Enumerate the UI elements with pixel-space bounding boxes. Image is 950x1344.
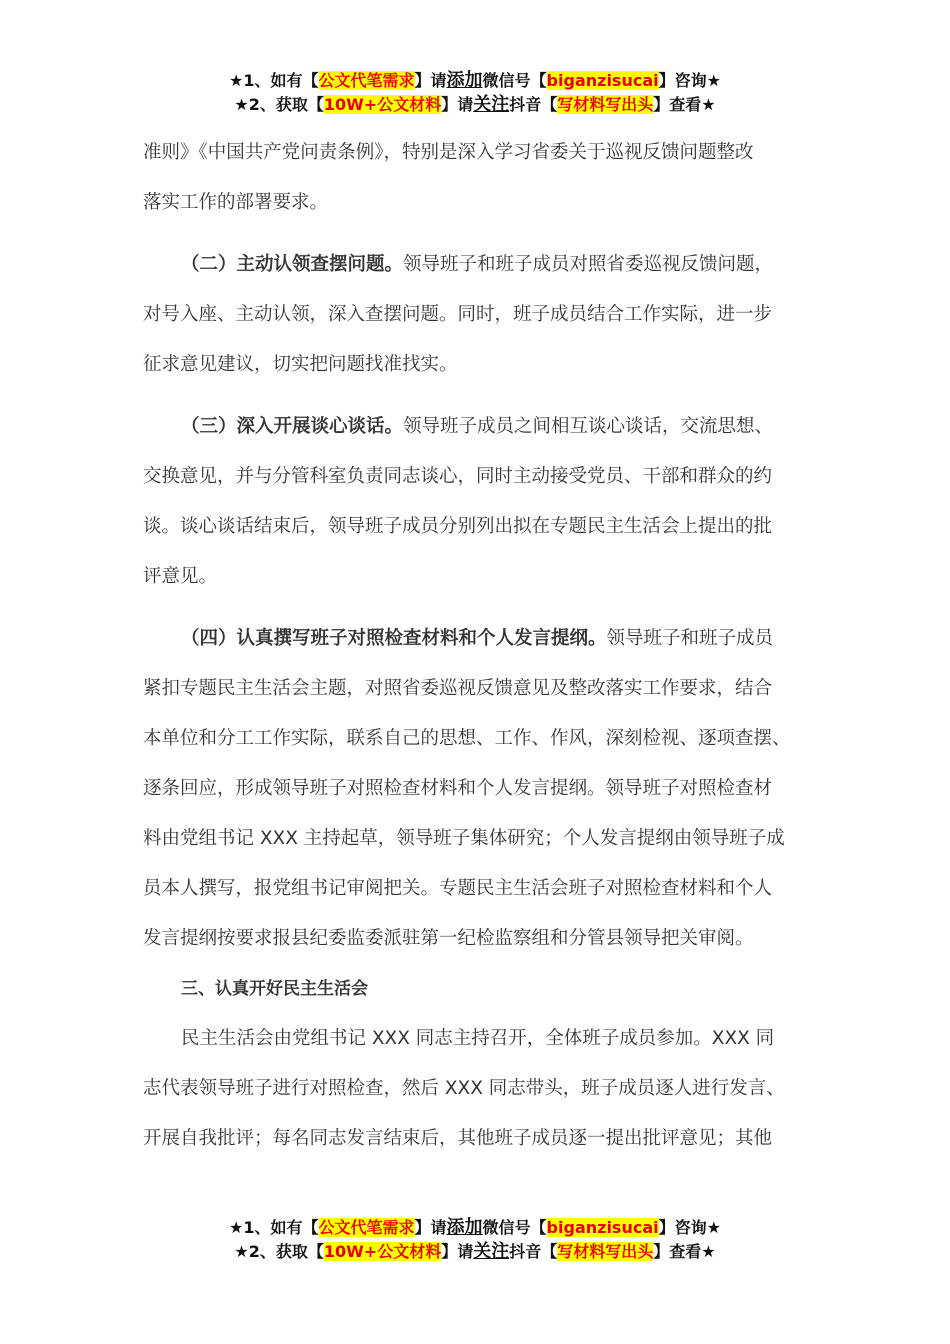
text-line: 料由党组书记 XXX 主持起草，领导班子集体研究；个人发言提纲由领导班子成 xyxy=(143,828,785,849)
banner-text: 抖音【 xyxy=(509,95,558,114)
banner-text: 抖音【 xyxy=(509,1242,558,1261)
text-line: 紧扣专题民主生活会主题，对照省委巡视反馈意见及整改落实工作要求，结合 xyxy=(143,678,773,699)
banner-text: 微信号【 xyxy=(482,71,547,90)
text-line: 民主生活会由党组书记 XXX 同志主持召开，全体班子成员参加。XXX 同 xyxy=(181,1028,775,1049)
paragraph-heading: （二）主动认领查摆问题。 xyxy=(181,254,404,275)
banner-douyin-id: 写材料写出头 xyxy=(557,1242,654,1261)
banner-text: ★2、获取【 xyxy=(234,95,324,114)
banner-highlight: 10W+公文材料 xyxy=(323,1242,442,1261)
section-heading: 三、认真开好民主生活会 xyxy=(181,979,368,999)
paragraph-5 xyxy=(143,1014,818,1164)
banner-line-1 xyxy=(0,69,950,93)
banner-text: 】查看★ xyxy=(653,1242,716,1261)
banner-line-2 xyxy=(0,93,950,117)
text-line xyxy=(143,614,818,664)
banner-text: ★2、获取【 xyxy=(234,1242,324,1261)
text-span: 领导班子成员之间相互谈心谈话，交流思想、 xyxy=(403,416,774,437)
text-line: 本单位和分工工作实际，联系自己的思想、工作、作风，深刻检视、逐项查摆、 xyxy=(143,728,791,749)
text-line: 征求意见建议，切实把问题找准找实。 xyxy=(143,354,458,375)
banner-text: ★1、如有【 xyxy=(229,71,319,90)
banner-text: 微信号【 xyxy=(482,1218,547,1237)
banner-text: 】查看★ xyxy=(653,95,716,114)
text-line: 评意见。 xyxy=(143,566,218,587)
paragraph-4 xyxy=(143,614,818,964)
text-line: 员本人撰写，报党组书记审阅把关。专题民主生活会班子对照检查材料和个人 xyxy=(143,878,773,899)
banner-highlight: 公文代笔需求 xyxy=(318,71,415,90)
banner-line-2 xyxy=(0,1240,950,1264)
banner-highlight: 公文代笔需求 xyxy=(318,1218,415,1237)
text-line: 志代表领导班子进行对照检查，然后 XXX 同志带头，班子成员逐人进行发言、 xyxy=(143,1078,785,1099)
text-line: 落实工作的部署要求。 xyxy=(143,192,329,213)
header-banner xyxy=(0,69,950,117)
text-line: 发言提纲按要求报县纪委监委派驻第一纪检监察组和分管县领导把关审阅。 xyxy=(143,928,754,949)
banner-text: 】咨询★ xyxy=(658,71,721,90)
text-line: 准则》《中国共产党问责条例》，特别是深入学习省委关于巡视反馈问题整改 xyxy=(143,142,754,163)
text-line: 开展自我批评；每名同志发言结束后，其他班子成员逐一提出批评意见；其他 xyxy=(143,1128,773,1149)
paragraph-heading: （三）深入开展谈心谈话。 xyxy=(181,416,404,437)
paragraph-heading: （四）认真撰写班子对照检查材料和个人发言提纲。 xyxy=(181,628,607,649)
banner-text: 】请 xyxy=(414,71,447,90)
banner-emphasis: 关注 xyxy=(473,1241,510,1262)
text-span: 领导班子和班子成员 xyxy=(606,628,774,649)
footer-banner xyxy=(0,1216,950,1264)
banner-emphasis: 关注 xyxy=(473,94,510,115)
text-line: 交换意见，并与分管科室负责同志谈心，同时主动接受党员、干部和群众的约 xyxy=(143,466,773,487)
text-line: 对号入座、主动认领，深入查摆问题。同时，班子成员结合工作实际，进一步 xyxy=(143,304,773,325)
banner-emphasis: 添加 xyxy=(446,70,483,91)
paragraph-1 xyxy=(143,128,818,228)
banner-highlight: 10W+公文材料 xyxy=(323,95,442,114)
banner-wechat-id: biganzisucai xyxy=(546,1218,659,1237)
text-line: 谈。谈心谈话结束后，领导班子成员分别列出拟在专题民主生活会上提出的批 xyxy=(143,516,773,537)
banner-line-1 xyxy=(0,1216,950,1240)
paragraph-2 xyxy=(143,240,818,390)
text-line xyxy=(143,402,818,452)
banner-douyin-id: 写材料写出头 xyxy=(557,95,654,114)
banner-text: ★1、如有【 xyxy=(229,1218,319,1237)
banner-text: 】请 xyxy=(441,1242,474,1261)
banner-text: 】请 xyxy=(414,1218,447,1237)
banner-wechat-id: biganzisucai xyxy=(546,71,659,90)
banner-text: 】咨询★ xyxy=(658,1218,721,1237)
text-line xyxy=(143,240,818,290)
banner-emphasis: 添加 xyxy=(446,1217,483,1238)
text-span: 领导班子和班子成员对照省委巡视反馈问题， xyxy=(403,254,774,275)
banner-text: 】请 xyxy=(441,95,474,114)
text-line: 逐条回应，形成领导班子对照检查材料和个人发言提纲。领导班子对照检查材 xyxy=(143,778,773,799)
paragraph-3 xyxy=(143,402,818,602)
document-body xyxy=(143,128,818,1164)
